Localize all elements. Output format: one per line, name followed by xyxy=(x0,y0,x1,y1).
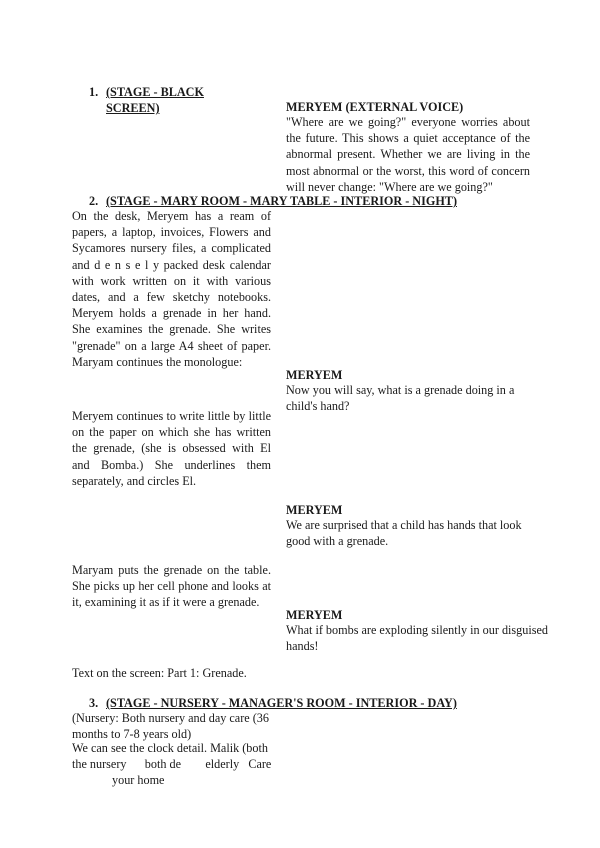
scene-2-dialogue-2-character: MERYEM xyxy=(286,503,343,517)
screen-text: Text on the screen: Part 1: Grenade. xyxy=(72,666,247,680)
scene-3-heading: (STAGE - NURSERY - MANAGER'S ROOM - INTERIOR - DAY) xyxy=(106,696,457,710)
scene-2-dialogue-3-text: What if bombs are exploding silently in our disguised hands! xyxy=(286,623,548,654)
scene-2-action-1: On the desk, Meryem has a ream of papers, a laptop, invoices, Flowers and Sycamores nursery files, a complicated and d e n s e l y packed desk calendar with work written on it with various dates, and a few sketchy notebooks. Meryem holds a grenade in her hand. She examines the grenade. She writes "grenade" on a large A4 sheet of paper. Maryam continues the monologue: xyxy=(72,209,271,369)
scene-2-number: 2. xyxy=(89,194,99,208)
scene-3-action-1: (Nursery: Both nursery and day care (36 months to 7-8 years old) xyxy=(72,711,269,742)
scene-2-action-2: Meryem continues to write little by little on the paper on which she has written the grenade, (she is obsessed with El and Bomba.) She underlines them separately, and circles El. xyxy=(72,409,271,488)
scene-1-heading-line-2: SCREEN) xyxy=(106,101,160,116)
scene-3-action-2-line-3: your home xyxy=(112,773,165,788)
scene-2-heading: (STAGE - MARY ROOM - MARY TABLE - INTERIOR - NIGHT) xyxy=(106,194,457,208)
scene-3-number: 3. xyxy=(89,696,99,710)
scene-3-action-2-line-2: the nursery both de elderly Care xyxy=(72,757,272,772)
scene-3-action-2 xyxy=(72,740,271,789)
scene-3-action-2-line-1: We can see the clock detail. Malik (both xyxy=(72,741,268,755)
scene-2-dialogue-1-character: MERYEM xyxy=(286,368,343,382)
scene-2-dialogue-3-character: MERYEM xyxy=(286,608,343,622)
scene-2-action-3: Maryam puts the grenade on the table. She picks up her cell phone and looks at it, examining it as if it were a grenade. xyxy=(72,563,271,610)
scene-1-number: 1. xyxy=(89,85,99,99)
scene-1-character: MERYEM (EXTERNAL VOICE) xyxy=(286,100,464,114)
scene-1-heading xyxy=(106,84,246,116)
scene-1-heading-line-1: (STAGE - BLACK xyxy=(106,85,204,99)
scene-2-dialogue-1-text: Now you will say, what is a grenade doing in a child's hand? xyxy=(286,383,515,414)
scene-2-dialogue-2-text: We are surprised that a child has hands that look good with a grenade. xyxy=(286,518,522,549)
scene-1-dialogue: "Where are we going?" everyone worries about the future. This shows a quiet acceptance of the abnormal present. Whether we are living in the most abnormal or the worst, this word of concern will never change: "Where are we going?" xyxy=(286,115,530,194)
